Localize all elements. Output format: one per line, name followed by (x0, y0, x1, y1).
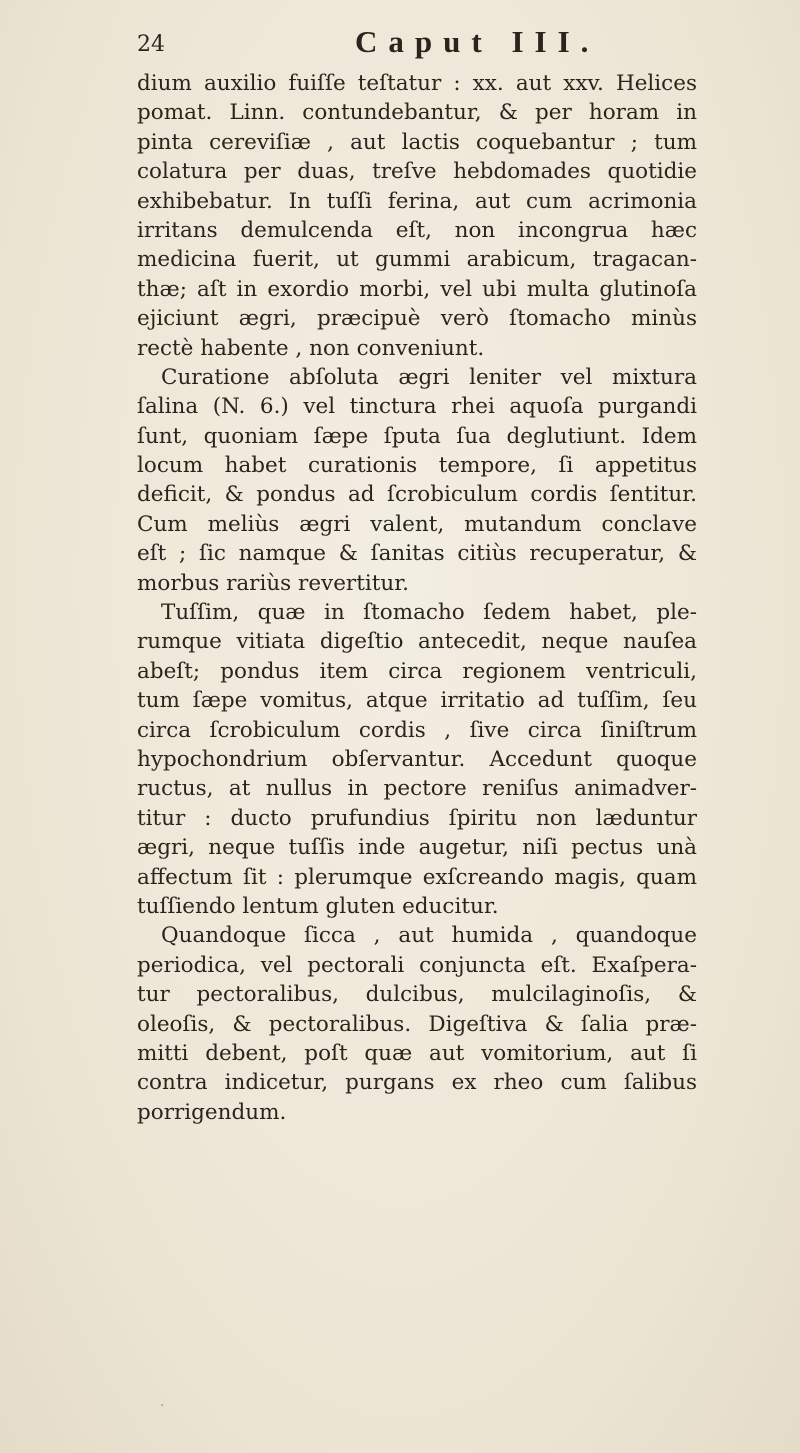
text-line: Quandoque ſicca , aut humida , quandoque (161, 923, 697, 949)
text-line: tuſſiendo lentum gluten educitur. (137, 893, 499, 919)
text-line: medicina fuerit, ut gummi arabicum, tragacan- (137, 247, 697, 273)
text-line: eſt ; ſic namque & ſanitas citiùs recuperatur, & (137, 541, 697, 567)
text-line: rumque vitiata digeſtio antecedit, neque nauſea (137, 629, 697, 655)
text-line: irritans demulcenda eſt, non incongrua hæc (137, 217, 697, 243)
page-speck: · (160, 1398, 165, 1414)
text-line: hypochondrium obſervantur. Accedunt quoque (137, 746, 697, 772)
text-line: tum ſæpe vomitus, atque irritatio ad tuſſim, ſeu (137, 688, 697, 714)
page-header (0, 22, 800, 62)
text-line: mitti debent, poſt quæ aut vomitorium, aut ſi (137, 1040, 697, 1066)
text-line: abeſt; pondus item circa regionem ventriculi, (137, 658, 697, 684)
paragraph (137, 69, 697, 363)
text-line: exhibebatur. In tuſſi ferina, aut cum acrimonia (137, 188, 697, 214)
text-line: ægri, neque tuſſis inde augetur, niſi pectus unà (137, 835, 697, 861)
text-line: ſalina (N. 6.) vel tinctura rhei aquoſa purgandi (137, 394, 697, 420)
text-line: pomat. Linn. contundebantur, & per horam in (137, 100, 697, 126)
text-line: locum habet curationis tempore, ſi appetitus (137, 453, 697, 479)
running-head: Caput III. (355, 24, 600, 59)
body-text (137, 69, 697, 1127)
text-line: ejiciunt ægri, præcipuè verò ſtomacho minùs (137, 306, 697, 332)
text-line: Curatione abſoluta ægri leniter vel mixtura (161, 364, 697, 390)
text-line: affectum ſit : plerumque exſcreando magis, quam (137, 864, 697, 890)
text-line: titur : ducto prufundius ſpiritu non læduntur (137, 805, 697, 831)
text-line: rectè habente , non conveniunt. (137, 335, 485, 361)
text-line: circa ſcrobiculum cordis , ſive circa ſiniſtrum (137, 717, 697, 743)
text-line: deficit, & pondus ad ſcrobiculum cordis ſentitur. (137, 482, 697, 508)
text-line: Cum meliùs ægri valent, mutandum conclave (137, 511, 697, 537)
paragraph (137, 363, 697, 598)
text-line: Tuſſim, quæ in ſtomacho ſedem habet, ple- (161, 600, 697, 626)
paragraph (137, 921, 697, 1127)
text-line: dium auxilio fuiſſe teſtatur : xx. aut xxv. Helices (137, 71, 697, 96)
text-line: thæ; aſt in exordio morbi, vel ubi multa glutinoſa (137, 276, 697, 302)
text-line: colatura per duas, treſve hebdomades quotidie (137, 159, 697, 185)
page-number: 24 (137, 32, 165, 57)
text-line: porrigendum. (137, 1099, 287, 1125)
text-line: ructus, at nullus in pectore reniſus animadver- (137, 776, 697, 802)
text-line: ſunt, quoniam ſæpe ſputa ſua deglutiunt. Idem (137, 423, 697, 449)
text-line: contra indicetur, purgans ex rheo cum ſalibus (137, 1070, 697, 1096)
text-line: tur pectoralibus, dulcibus, mulcilaginoſis, & (137, 982, 697, 1008)
text-line: oleoſis, & pectoralibus. Digeſtiva & ſalia præ- (137, 1011, 697, 1037)
text-line: morbus rariùs revertitur. (137, 570, 409, 596)
paragraph (137, 598, 697, 921)
text-line: periodica, vel pectorali conjuncta eſt. Exaſpera- (137, 952, 697, 978)
text-line: pinta cereviſiæ , aut lactis coquebantur ; tum (137, 129, 697, 155)
